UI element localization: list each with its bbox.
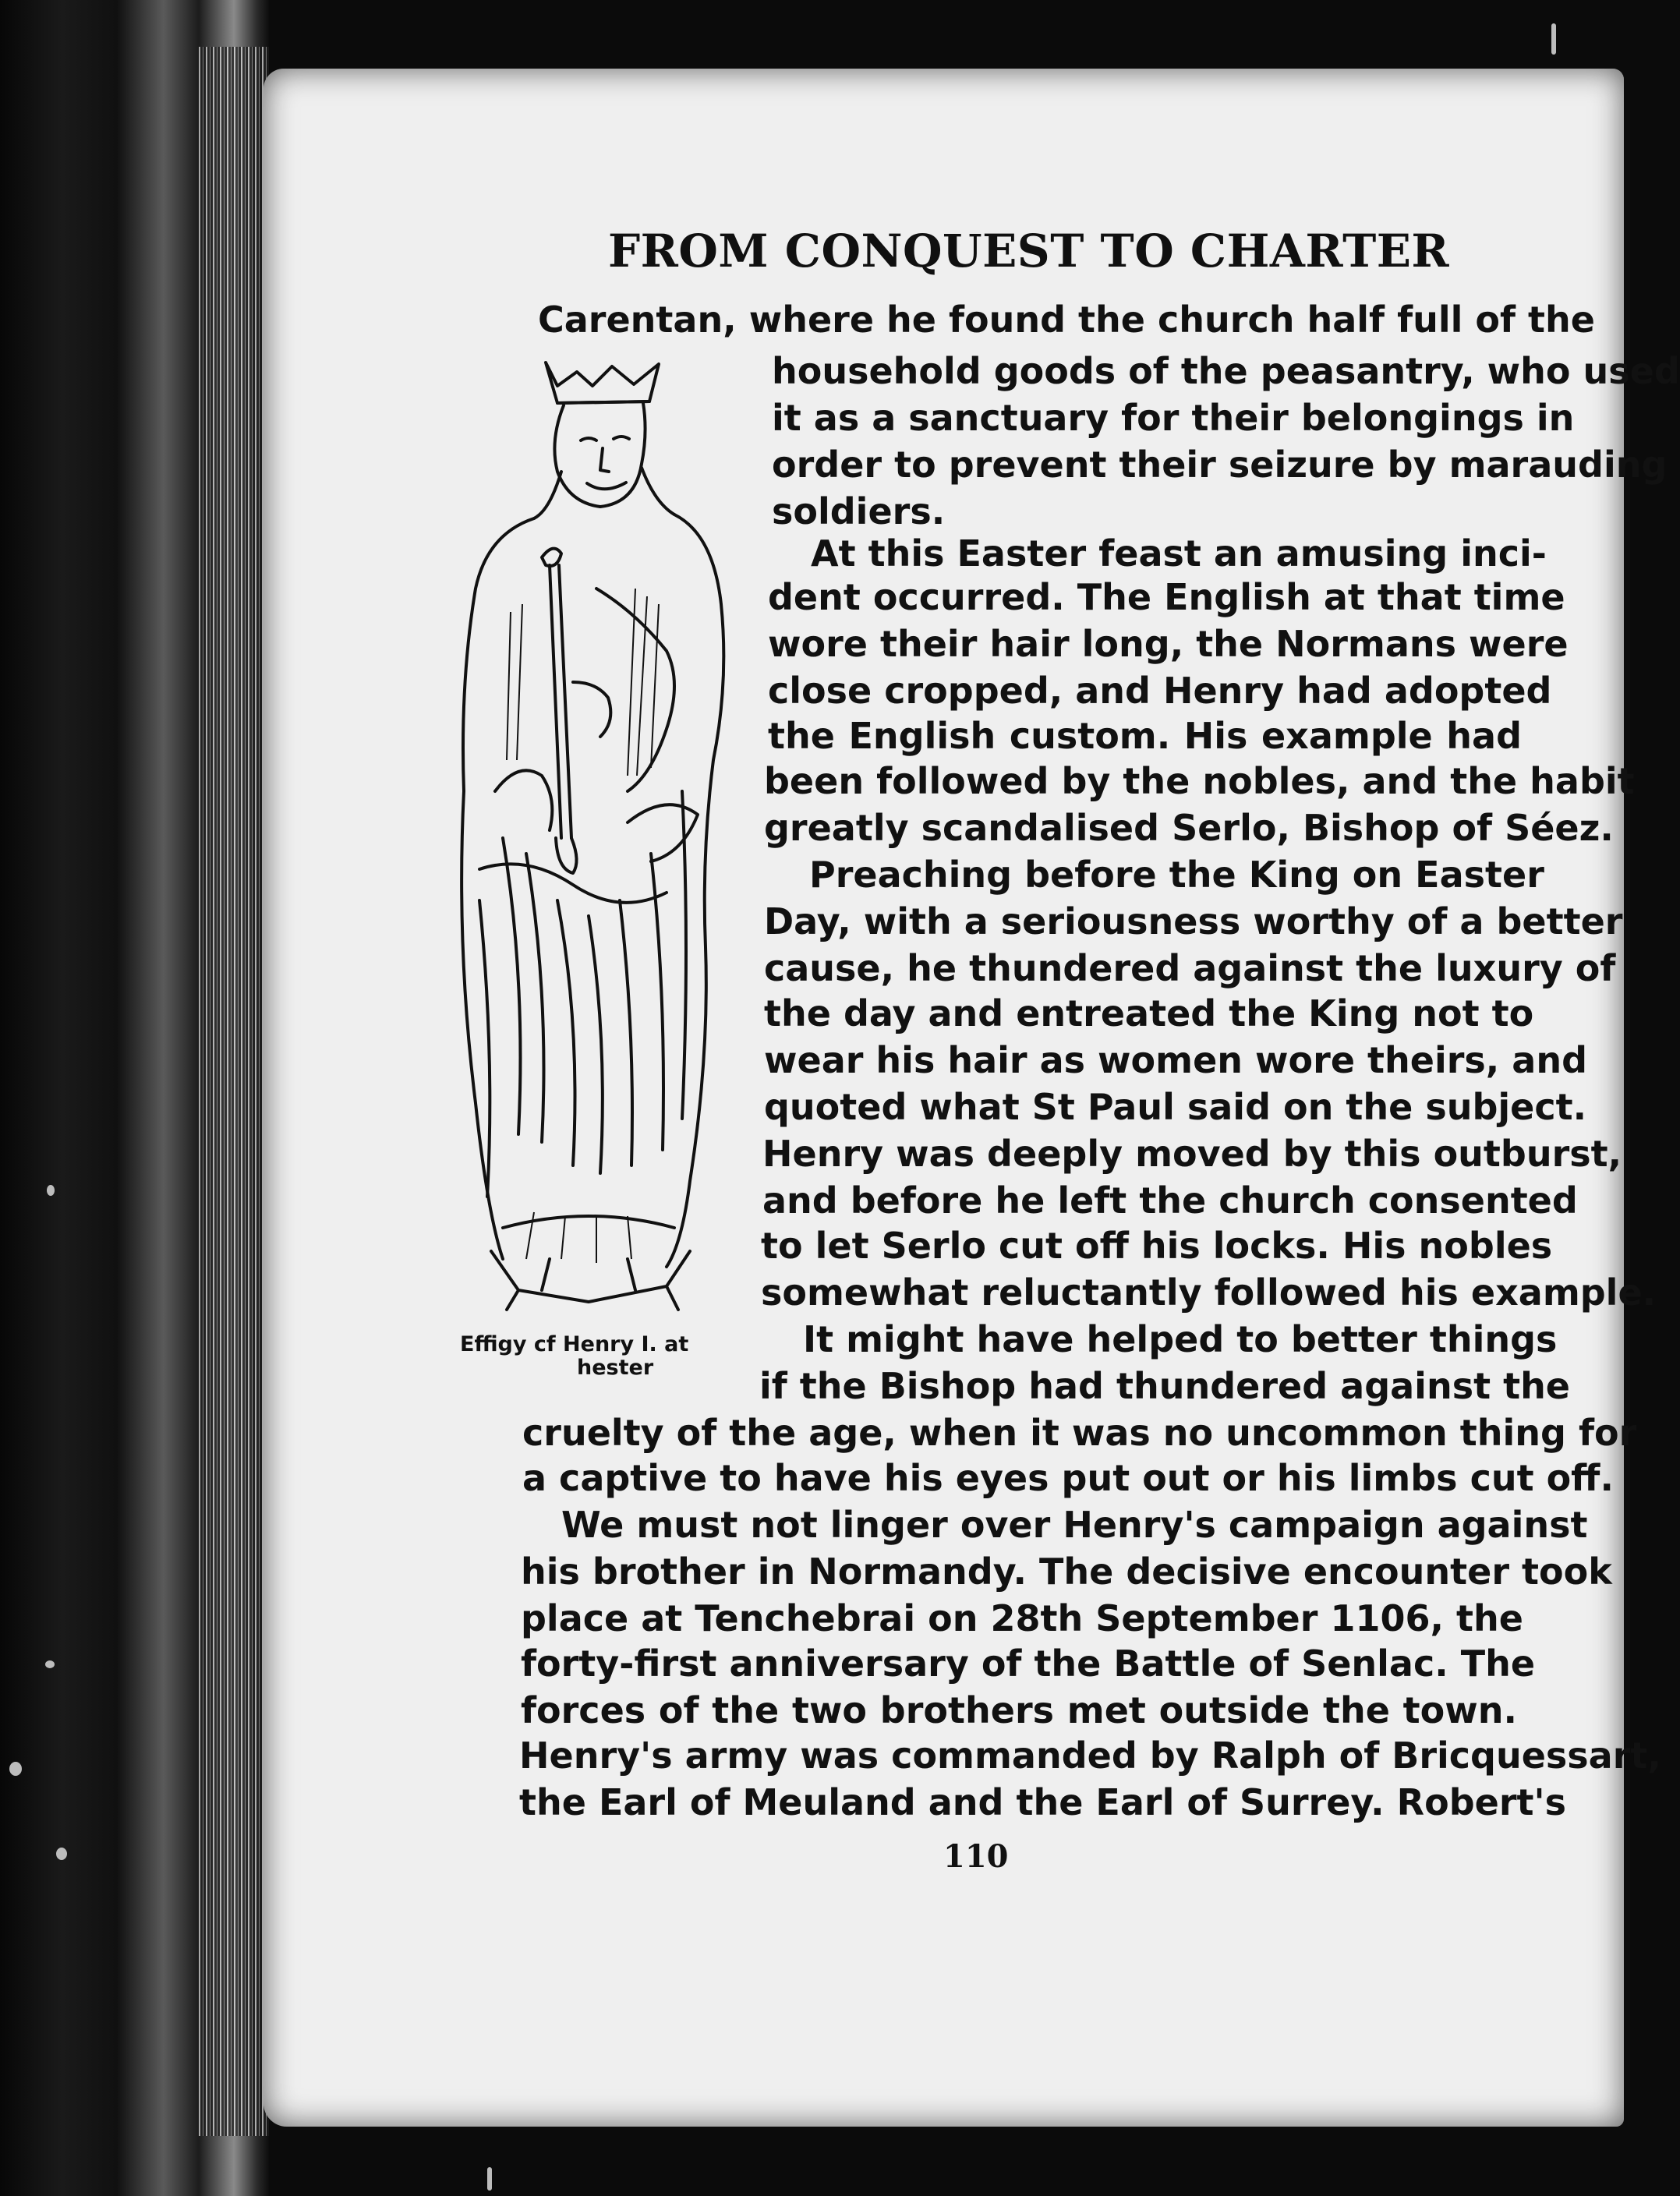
text-line: cruelty of the age, when it was no uncommon thing for: [522, 1412, 1637, 1454]
scan-speck: [1551, 23, 1556, 55]
figure-caption-line2: hester: [577, 1356, 654, 1380]
text-line: wear his hair as women wore theirs, and: [764, 1039, 1588, 1081]
text-line: to let Serlo cut off his locks. His nobles: [761, 1225, 1553, 1267]
text-line: soldiers.: [772, 490, 946, 532]
text-line: his brother in Normandy. The decisive encounter took: [521, 1551, 1612, 1593]
text-line: We must not linger over Henry's campaign against: [561, 1504, 1588, 1546]
text-line: the Earl of Meuland and the Earl of Surrey. Robert's: [519, 1781, 1566, 1823]
scan-speck: [9, 1762, 22, 1776]
text-line: greatly scandalised Serlo, Bishop of Séez.: [764, 807, 1614, 849]
text-line: forty-first anniversary of the Battle of Senlac. The: [521, 1643, 1536, 1685]
text-line: household goods of the peasantry, who used: [772, 350, 1680, 392]
text-line: quoted what St Paul said on the subject.: [764, 1086, 1587, 1128]
text-line: It might have helped to better things: [803, 1318, 1558, 1360]
text-line: order to prevent their seizure by marauding: [772, 444, 1668, 486]
scan-speck: [47, 1185, 55, 1196]
figure-caption-line1: Effigy cf Henry I. at: [460, 1332, 689, 1356]
text-line: close cropped, and Henry had adopted: [768, 670, 1552, 712]
text-line: somewhat reluctantly followed his example.: [761, 1271, 1657, 1314]
scan-speck: [487, 2167, 492, 2191]
text-line: it as a sanctuary for their belongings in: [772, 397, 1575, 439]
text-line: dent occurred. The English at that time: [768, 576, 1565, 618]
text-line: the English custom. His example had: [768, 715, 1522, 757]
scan-speck: [45, 1660, 55, 1668]
running-head: FROM CONQUEST TO CHARTER: [608, 225, 1450, 278]
scan-speck: [56, 1848, 67, 1860]
page-edges: [199, 47, 269, 2136]
text-line: a captive to have his eyes put out or his limbs cut off.: [522, 1457, 1614, 1499]
text-line: Henry was deeply moved by this outburst,: [762, 1133, 1622, 1175]
text-line: Carentan, where he found the church half full of the: [538, 299, 1595, 341]
text-line: and before he left the church consented: [762, 1179, 1578, 1222]
text-line: forces of the two brothers met outside the town.: [521, 1689, 1517, 1731]
text-line: cause, he thundered against the luxury of: [764, 947, 1616, 989]
text-line: been followed by the nobles, and the habit: [764, 760, 1635, 802]
text-line: if the Bishop had thundered against the: [759, 1365, 1571, 1407]
text-line: place at Tenchebrai on 28th September 1106, the: [521, 1597, 1523, 1639]
text-line: At this Easter feast an amusing inci-: [811, 532, 1547, 575]
text-line: Day, with a seriousness worthy of a better: [764, 900, 1623, 942]
text-line: Preaching before the King on Easter: [809, 854, 1544, 896]
effigy-illustration: [433, 355, 745, 1321]
page-number: 110: [943, 1838, 1009, 1875]
text-line: wore their hair long, the Normans were: [768, 623, 1569, 665]
text-line: the day and entreated the King not to: [764, 992, 1534, 1034]
text-line: Henry's army was commanded by Ralph of Bricquessart,: [519, 1735, 1661, 1777]
